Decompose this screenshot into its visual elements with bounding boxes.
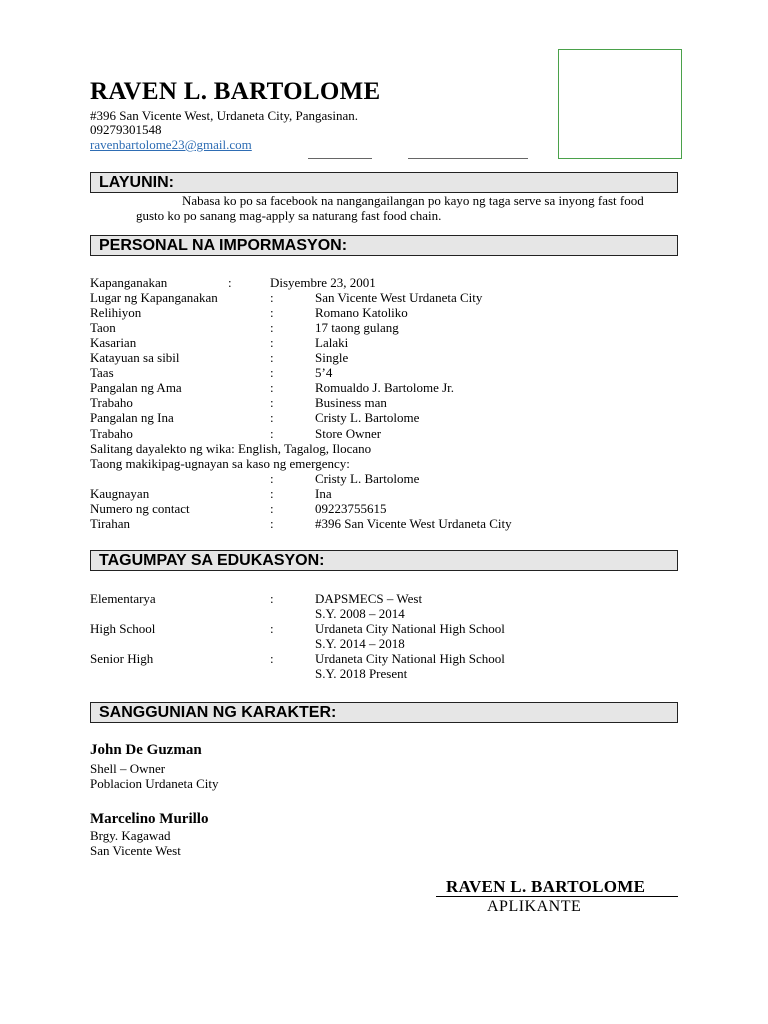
photo-placeholder (558, 49, 682, 159)
signature-title: APLIKANTE (487, 898, 582, 915)
education-level: High School (90, 621, 156, 636)
info-label: Kapanganakan (90, 275, 168, 290)
info-value: 5’4 (315, 365, 333, 380)
signature-line (436, 896, 678, 897)
info-colon: : (228, 275, 232, 290)
education-school: Urdaneta City National High School (315, 651, 505, 666)
section-header-personal: PERSONAL NA IMPORMASYON: (90, 235, 678, 256)
info-value: Romano Katoliko (315, 305, 408, 320)
info-value: Disyembre 23, 2001 (270, 275, 376, 290)
signature-name: RAVEN L. BARTOLOME (446, 877, 646, 896)
info-value: Store Owner (315, 426, 382, 441)
section-header-references: SANGGUNIAN NG KARAKTER: (90, 702, 678, 723)
info-value: Cristy L. Bartolome (315, 410, 420, 425)
info-colon: : (270, 335, 274, 350)
info-value: 17 taong gulang (315, 320, 399, 335)
info-label: Kaugnayan (90, 486, 150, 501)
info-label: Tirahan (90, 516, 130, 531)
info-value: 09223755615 (315, 501, 387, 516)
reference-name: John De Guzman (90, 742, 202, 758)
reference-detail: Shell – Owner (90, 761, 166, 776)
education-school: Urdaneta City National High School (315, 621, 505, 636)
info-label: Trabaho (90, 395, 133, 410)
info-colon: : (270, 365, 274, 380)
divider-line (308, 158, 372, 159)
reference-detail: Poblacion Urdaneta City (90, 776, 219, 791)
education-year: S.Y. 2008 – 2014 (315, 606, 405, 621)
info-colon: : (270, 486, 274, 501)
reference-detail: Brgy. Kagawad (90, 828, 171, 843)
info-label: Numero ng contact (90, 501, 190, 516)
info-colon: : (270, 410, 274, 425)
education-year: S.Y. 2014 – 2018 (315, 636, 405, 651)
info-label: Taon (90, 320, 116, 335)
applicant-name: RAVEN L. BARTOLOME (90, 78, 381, 105)
dialect-text: Salitang dayalekto ng wika: English, Tagalog, Ilocano (90, 441, 372, 456)
info-label: Kasarian (90, 335, 137, 350)
info-value: #396 San Vicente West Urdaneta City (315, 516, 512, 531)
address-line: #396 San Vicente West, Urdaneta City, Pangasinan. (90, 108, 358, 123)
info-colon: : (270, 516, 274, 531)
info-colon: : (270, 290, 274, 305)
phone-number: 09279301548 (90, 122, 162, 137)
info-colon: : (270, 471, 274, 486)
info-colon: : (270, 380, 274, 395)
info-label: Pangalan ng Ama (90, 380, 182, 395)
reference-detail: San Vicente West (90, 843, 181, 858)
info-colon: : (270, 305, 274, 320)
info-value: Business man (315, 395, 387, 410)
section-header-objective: LAYUNIN: (90, 172, 678, 193)
info-value: Romualdo J. Bartolome Jr. (315, 380, 455, 395)
section-header-education: TAGUMPAY SA EDUKASYON: (90, 550, 678, 571)
info-colon: : (270, 320, 274, 335)
education-school: DAPSMECS – West (315, 591, 423, 606)
info-label: Katayuan sa sibil (90, 350, 180, 365)
emergency-heading: Taong makikipag-ugnayan sa kaso ng emergency: (90, 456, 350, 471)
objective-text: Nabasa ko po sa facebook na nangangailangan po kayo ng taga serve sa inyong fast food gusto ko po sanang mag-apply sa naturang fast food chain. (136, 193, 644, 223)
info-colon: : (270, 501, 274, 516)
info-label: Pangalan ng Ina (90, 410, 174, 425)
education-year: S.Y. 2018 Present (315, 666, 408, 681)
info-value: Ina (315, 486, 332, 501)
education-colon: : (270, 591, 274, 606)
info-label: Relihiyon (90, 305, 142, 320)
education-level: Senior High (90, 651, 154, 666)
info-value: Single (315, 350, 349, 365)
email-link[interactable]: ravenbartolome23@gmail.com (90, 137, 252, 152)
education-level: Elementarya (90, 591, 156, 606)
info-label: Taas (90, 365, 114, 380)
info-colon: : (270, 426, 274, 441)
education-colon: : (270, 651, 274, 666)
info-label: Trabaho (90, 426, 133, 441)
info-colon: : (270, 350, 274, 365)
education-colon: : (270, 621, 274, 636)
info-value: Cristy L. Bartolome (315, 471, 420, 486)
divider-line (408, 158, 528, 159)
info-value: Lalaki (315, 335, 349, 350)
info-label: Lugar ng Kapanganakan (90, 290, 218, 305)
info-value: San Vicente West Urdaneta City (315, 290, 483, 305)
info-colon: : (270, 395, 274, 410)
reference-name: Marcelino Murillo (90, 811, 209, 827)
